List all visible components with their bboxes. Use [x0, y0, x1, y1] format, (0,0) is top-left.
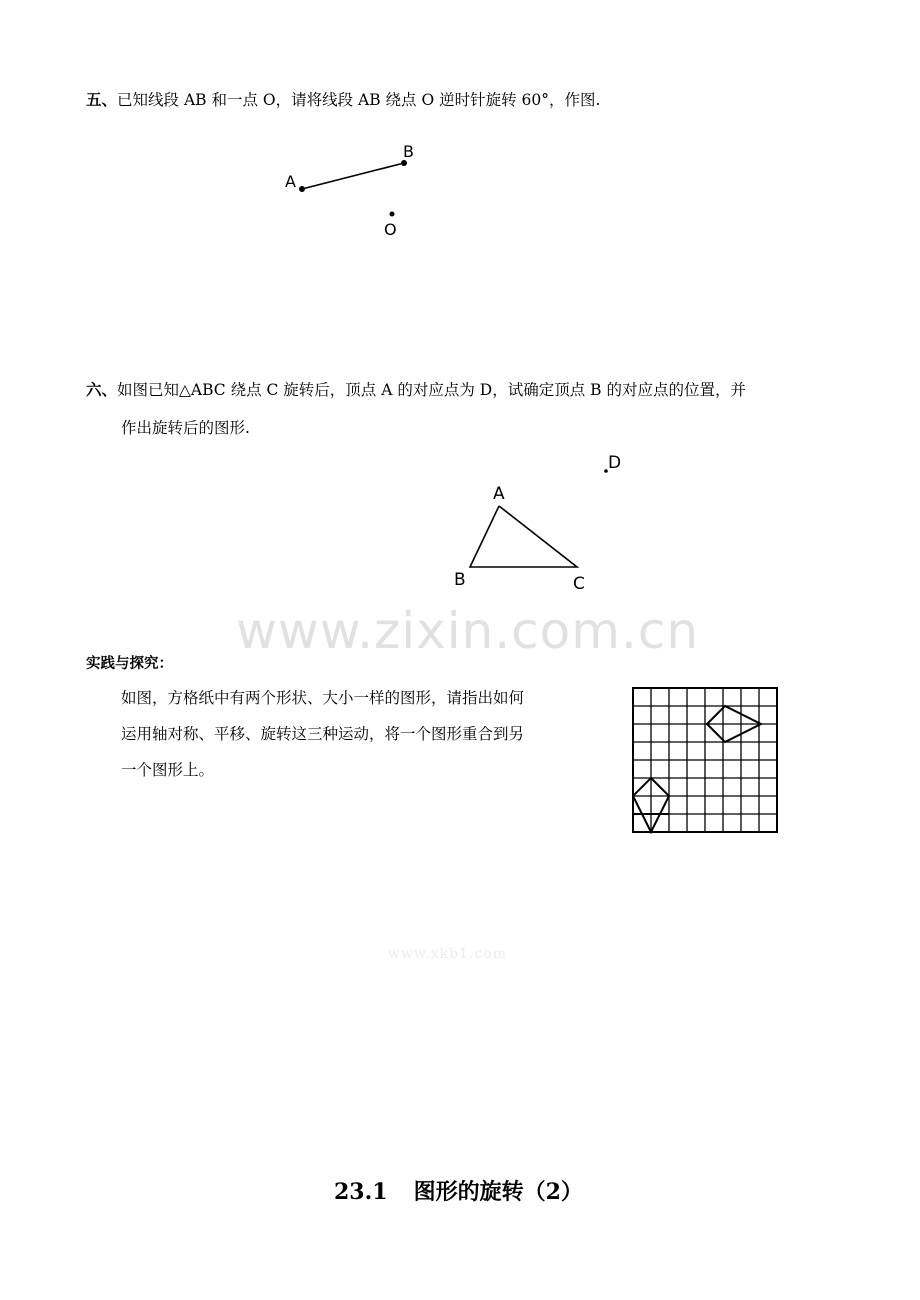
question-5-number: 五、: [86, 91, 118, 109]
segment-ab-diagram: [270, 130, 470, 250]
label-a: A: [493, 484, 505, 504]
practice-line-2: 运用轴对称、平移、旋转这三种运动，将一个图形重合到另: [121, 725, 525, 743]
triangle-abc: [470, 506, 577, 567]
question-6-text: 如图已知△ABC 绕点 C 旋转后，顶点 A 的对应点为 D，试确定顶点 B 的对应点的位置，并: [117, 381, 746, 399]
point-a: [299, 186, 305, 192]
practice-line-1: 如图，方格纸中有两个形状、大小一样的图形，请指出如何: [121, 689, 525, 707]
question-6-line-2: 作出旋转后的图形.: [121, 419, 250, 437]
label-a: A: [285, 172, 296, 191]
practice-title: 实践与探究：: [86, 656, 173, 672]
triangle-abc-diagram: [440, 440, 640, 600]
practice-paragraph: [121, 680, 591, 788]
label-o: O: [384, 220, 397, 239]
point-o: [390, 212, 395, 217]
heading-title: 图形的旋转（2）: [413, 1179, 583, 1205]
label-b: B: [403, 142, 414, 161]
label-c: C: [573, 574, 585, 594]
watermark: www.zixin.com.cn: [236, 602, 700, 660]
label-d: D: [608, 453, 622, 473]
label-b: B: [454, 570, 466, 590]
question-5: [86, 90, 600, 110]
heading-number: 23.1: [334, 1179, 388, 1205]
segment-ab: [302, 163, 404, 189]
question-5-text: 已知线段 AB 和一点 O，请将线段 AB 绕点 O 逆时针旋转 60°，作图.: [117, 91, 601, 109]
grid-figure: [630, 685, 790, 840]
practice-line-3: 一个图形上。: [121, 761, 215, 779]
grid-lines: [633, 688, 777, 832]
section-heading: [334, 1175, 583, 1206]
question-6-number: 六、: [86, 381, 118, 399]
watermark-small: www.xkb1.com: [388, 946, 507, 962]
question-6-line-1: [86, 380, 746, 400]
